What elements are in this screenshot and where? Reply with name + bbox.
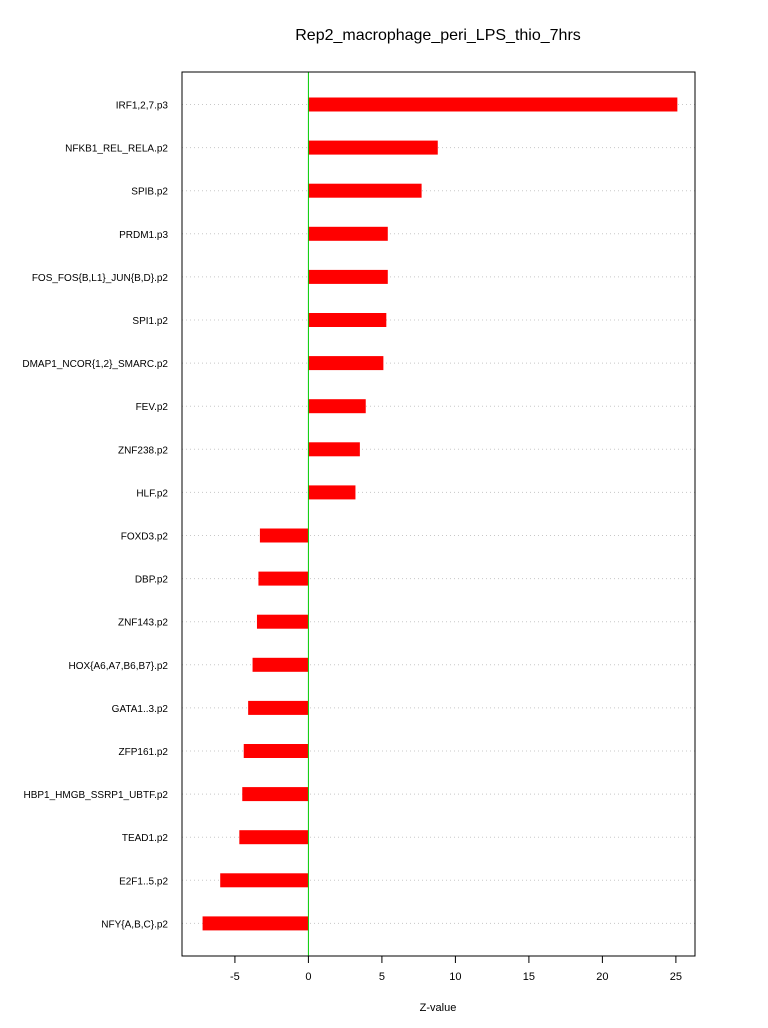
bar — [203, 916, 309, 930]
chart-title: Rep2_macrophage_peri_LPS_thio_7hrs — [295, 27, 581, 44]
bar — [308, 356, 383, 370]
x-tick-label: 20 — [596, 971, 609, 983]
category-label: ZNF143.p2 — [117, 617, 168, 629]
bar — [242, 787, 308, 801]
category-label: HLF.p2 — [136, 488, 168, 500]
category-label: PRDM1.p3 — [119, 229, 168, 241]
x-axis — [230, 956, 682, 983]
bar — [244, 744, 309, 758]
category-label: SPI1.p2 — [132, 316, 168, 327]
bar — [248, 701, 308, 715]
category-label: DMAP1_NCOR{1,2}_SMARC.p2 — [22, 359, 168, 371]
bar — [253, 658, 309, 672]
bar — [239, 830, 308, 844]
bar — [308, 485, 355, 499]
category-label: NFY{A,B,C}.p2 — [101, 919, 168, 931]
bar — [257, 615, 308, 629]
category-label: HOX{A6,A7,B6,B7}.p2 — [68, 660, 168, 672]
bar — [308, 141, 437, 155]
x-tick-label: 15 — [522, 971, 536, 983]
category-label: NFKB1_REL_RELA.p2 — [65, 143, 168, 155]
bars — [203, 98, 678, 931]
category-label: ZNF238.p2 — [117, 445, 168, 457]
x-tick-label: 5 — [378, 971, 385, 983]
x-tick-label: 0 — [305, 971, 312, 983]
category-label: TEAD1.p2 — [121, 833, 168, 845]
category-labels — [22, 101, 168, 931]
bar — [308, 442, 359, 456]
category-label: SPIB.p2 — [131, 186, 168, 198]
bar — [308, 227, 387, 241]
x-tick-label: 10 — [449, 971, 462, 983]
bar — [308, 399, 365, 413]
category-label: FOXD3.p2 — [120, 531, 168, 543]
bar — [258, 572, 308, 586]
bar — [308, 270, 387, 284]
category-label: E2F1..5.p2 — [119, 876, 168, 888]
x-tick-label: -5 — [230, 971, 240, 983]
bar — [260, 529, 309, 543]
bar — [220, 873, 308, 887]
category-label: ZFP161.p2 — [118, 747, 168, 758]
category-label: FEV.p2 — [135, 402, 168, 414]
category-label: HBP1_HMGB_SSRP1_UBTF.p2 — [23, 790, 168, 802]
category-label: FOS_FOS{B,L1}_JUN{B,D}.p2 — [31, 272, 168, 284]
category-label: IRF1,2,7.p3 — [115, 100, 168, 112]
x-axis-title: Z-value — [419, 1002, 457, 1014]
bar — [308, 184, 421, 198]
bar — [308, 98, 677, 112]
category-label: DBP.p2 — [134, 574, 168, 586]
category-label: GATA1..3.p2 — [111, 703, 168, 715]
x-tick-label: 25 — [669, 971, 683, 983]
plot-frame — [182, 72, 695, 956]
bar — [308, 313, 386, 327]
